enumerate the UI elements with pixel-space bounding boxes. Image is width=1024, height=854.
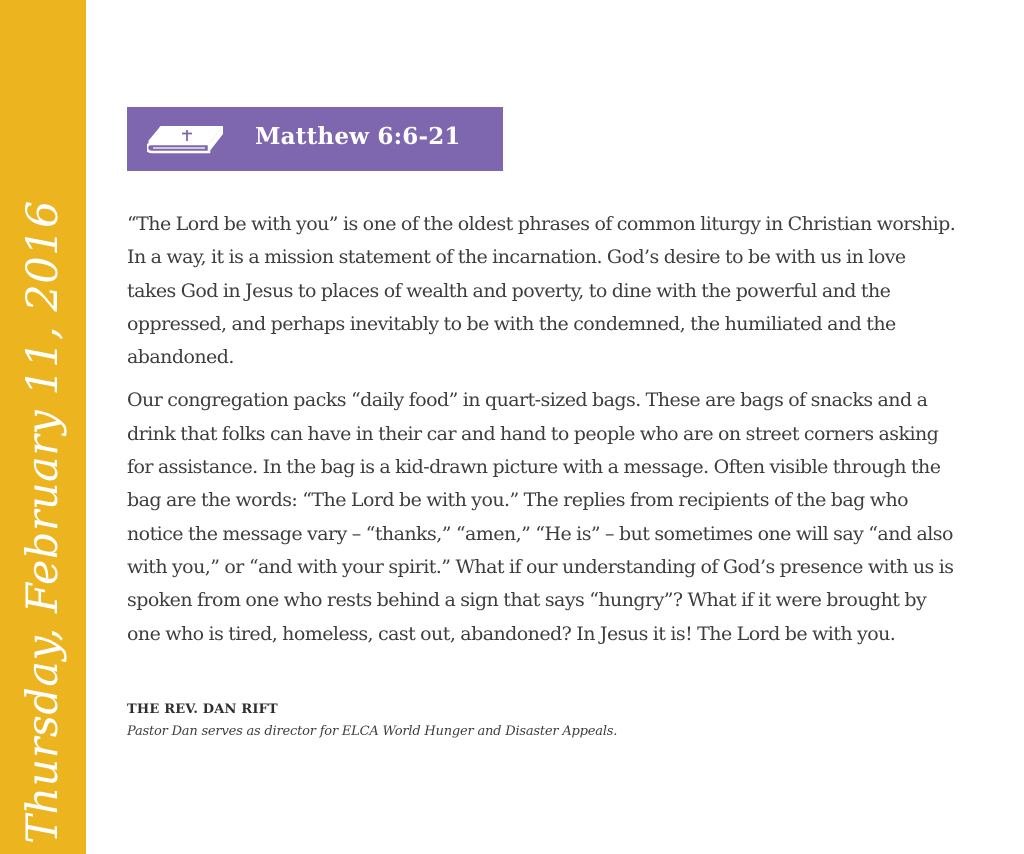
- paragraph: Our congregation packs “daily food” in quart-sized bags. These are bags of snacks and a drink that folks can have in their car and hand to people who are on street corners asking for assistance. In the bag is a kid-drawn picture with a message. Often visible through the bag are the words: “The Lord be with you.” The replies from recipients of the bag who notice the message vary – “thanks,” “amen,” “He is” – but sometimes one will say “and also with you,” or “and with your spirit.” What if our understanding of God’s presence with us is spoken from one who rests behind a sign that says “hungry”? What if it were brought by one who is tired, homeless, cast out, abandoned? In Jesus it is! The Lord be with you.: [127, 389, 954, 645]
- bible-icon: [147, 122, 227, 158]
- scripture-reference: Matthew 6:6-21: [255, 123, 461, 150]
- date-sidebar: [0, 0, 86, 854]
- author-bio: Pastor Dan serves as director for ELCA World Hunger and Disaster Appeals.: [127, 724, 618, 739]
- author-name: THE REV. DAN RIFT: [127, 702, 278, 717]
- paragraph: “The Lord be with you” is one of the oldest phrases of common liturgy in Christian worship. In a way, it is a mission statement of the incarnation. God’s desire to be with us in love takes God in Jesus to places of wealth and poverty, to dine with the powerful and the oppressed, and perhaps inevitably to be with the condemned, the humiliated and the abandoned.: [127, 213, 956, 369]
- devotion-date: Thursday, February 11, 2016: [18, 200, 68, 844]
- devotion-body: [127, 208, 957, 661]
- scripture-reference-banner: [127, 107, 503, 171]
